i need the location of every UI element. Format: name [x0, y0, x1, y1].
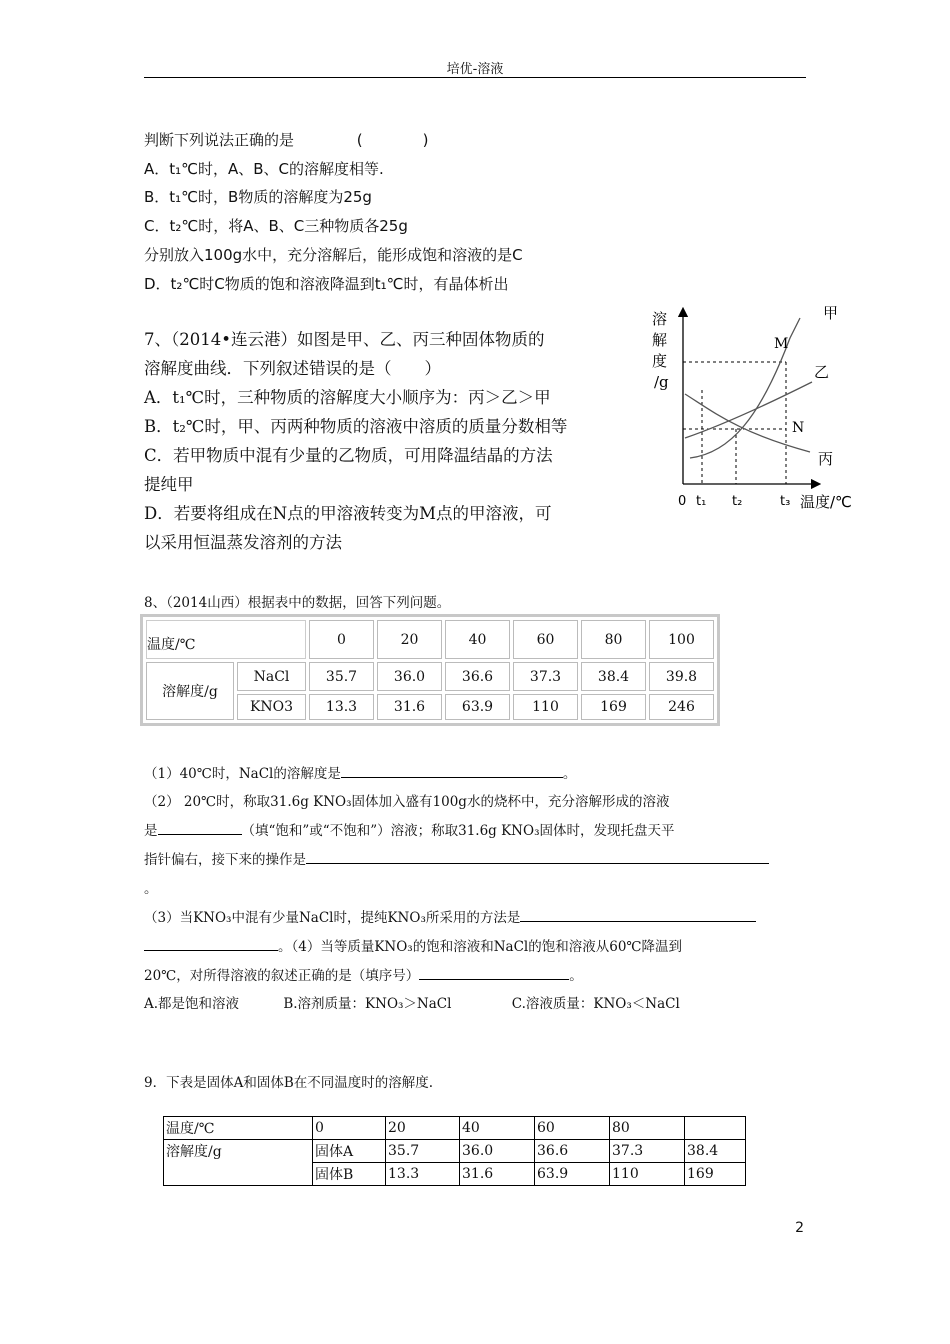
q9-cell: 38.4 [685, 1140, 746, 1163]
q8-solubility-label: 溶解度/g [146, 662, 234, 720]
q9-solubility-table [163, 1116, 746, 1186]
svg-text:溶: 溶 [652, 310, 668, 328]
q8-cell: 13.3 [309, 694, 374, 720]
origin-label: 0 [678, 494, 687, 509]
q7-line1: 7、（2014•连云港）如图是甲、乙、丙三种固体物质的 [144, 330, 545, 349]
q8-part3-answer-blank-cont[interactable] [144, 936, 278, 951]
q8-cell: 169 [581, 694, 646, 720]
svg-text:/g: /g [654, 373, 669, 391]
q6-stem [144, 129, 429, 150]
q8-part2-answer-blank[interactable] [158, 820, 242, 835]
q9-cell: 35.7 [386, 1140, 460, 1163]
q8-cell: 36.6 [445, 662, 510, 691]
q7-option-b: B．t₂℃时，甲、丙两种物质的溶液中溶质的质量分数相等 [144, 417, 568, 436]
point-m-label: M [774, 336, 789, 352]
q9-cell: 40 [460, 1117, 535, 1140]
q8-temp-cell: 20 [377, 620, 442, 659]
q8-part2-line3: 指针偏右，接下来的操作是 [144, 848, 769, 868]
q6-answer-bracket: ( ) [356, 131, 429, 149]
q8-part2-operation-blank[interactable] [306, 849, 769, 864]
q9-cell [164, 1163, 313, 1186]
q9-cell: 169 [685, 1163, 746, 1186]
q8-temp-label: 温度/℃ [146, 620, 306, 659]
q6-option-c-cont: 分别放入100g水中，充分溶解后，能形成饱和溶液的是C [144, 246, 523, 264]
q8-cell: 36.0 [377, 662, 442, 691]
label-yi: 乙 [814, 363, 830, 381]
q8-part3-answer-blank[interactable] [520, 907, 756, 922]
q9-cell: 36.0 [460, 1140, 535, 1163]
q8-cell: 110 [513, 694, 578, 720]
q6-option-b: B．t₁℃时，B物质的溶解度为25g [144, 188, 372, 206]
q9-cell: 36.6 [535, 1140, 610, 1163]
q9-cell: 固体B [313, 1163, 386, 1186]
q7-option-d: D．若要将组成在N点的甲溶液转变为M点的甲溶液，可 [144, 504, 552, 523]
q9-cell: 0 [313, 1117, 386, 1140]
q9-title: 9．下表是固体A和固体B在不同温度时的溶解度. [144, 1075, 434, 1091]
q7-option-d-cont: 以采用恒温蒸发溶剂的方法 [144, 533, 342, 552]
q8-cell: 37.3 [513, 662, 578, 691]
q7-line2: 溶解度曲线．下列叙述错误的是（ ） [144, 359, 441, 378]
q8-cell: 38.4 [581, 662, 646, 691]
q7-option-a: A．t₁℃时，三种物质的溶解度大小顺序为：丙＞乙＞甲 [144, 388, 551, 407]
svg-text:度: 度 [652, 352, 668, 370]
q8-temp-cell: 80 [581, 620, 646, 659]
q8-cell: 31.6 [377, 694, 442, 720]
label-jia: 甲 [823, 304, 839, 322]
point-n-label: N [792, 420, 805, 436]
t3-label: t₃ [780, 494, 791, 509]
q8-part1-answer-blank[interactable] [341, 763, 563, 778]
q8-part3-line2: 。（4）当等质量KNO₃的饱和溶液和NaCl的饱和溶液从60℃降温到 [144, 935, 682, 955]
q9-cell [685, 1117, 746, 1140]
q8-part2-line1: （2） 20℃时，称取31.6g KNO₃固体加入盛有100g水的烧杯中，充分溶解形成的溶液 [144, 794, 670, 810]
t1-label: t₁ [696, 494, 707, 509]
solubility-graph [640, 298, 870, 518]
q8-row-name: NaCl [237, 662, 306, 691]
q8-solubility-table [140, 614, 720, 726]
q8-options [144, 992, 680, 1012]
q8-part4-line: 20℃，对所得溶液的叙述正确的是（填序号） 。 [144, 964, 583, 984]
q6-stem-text: 判断下列说法正确的是 [144, 131, 295, 149]
q8-temp-cell: 40 [445, 620, 510, 659]
q9-cell: 13.3 [386, 1163, 460, 1186]
header-rule [144, 77, 806, 78]
q8-part1: （1）40℃时，NaCl的溶解度是 。 [144, 762, 576, 782]
q9-cell: 溶解度/g [164, 1140, 313, 1163]
q9-cell: 31.6 [460, 1163, 535, 1186]
q8-cell: 63.9 [445, 694, 510, 720]
q9-cell: 37.3 [610, 1140, 685, 1163]
q8-part2-end: 。 [144, 881, 158, 897]
q7-option-c-cont: 提纯甲 [144, 475, 194, 494]
q8-part4-answer-blank[interactable] [419, 965, 569, 980]
q8-temp-cell: 60 [513, 620, 578, 659]
q9-cell: 80 [610, 1117, 685, 1140]
q6-option-c: C．t₂℃时，将A、B、C三种物质各25g [144, 217, 408, 235]
q9-cell: 63.9 [535, 1163, 610, 1186]
q8-cell: 246 [649, 694, 714, 720]
q8-title: 8、（2014山西）根据表中的数据，回答下列问题。 [144, 595, 451, 611]
q6-option-a: A．t₁℃时，A、B、C的溶解度相等. [144, 160, 384, 178]
x-axis-label: 温度/℃ [800, 493, 852, 511]
q8-part2-line2: 是 （填“饱和”或“不饱和”）溶液；称取31.6g KNO₃固体时，发现托盘天平 [144, 819, 674, 839]
y-axis-label [652, 310, 669, 391]
label-bing: 丙 [818, 450, 834, 468]
q9-cell: 110 [610, 1163, 685, 1186]
q9-cell: 温度/℃ [164, 1117, 313, 1140]
page-header: 培优-溶液 [446, 62, 504, 77]
q8-cell: 35.7 [309, 662, 374, 691]
q8-option-a: A.都是饱和溶液 [144, 996, 240, 1012]
q8-cell: 39.8 [649, 662, 714, 691]
q7-option-c: C．若甲物质中混有少量的乙物质，可用降温结晶的方法 [144, 446, 553, 465]
q8-temp-cell: 100 [649, 620, 714, 659]
page-number: 2 [795, 1220, 804, 1236]
t2-label: t₂ [732, 494, 743, 509]
q8-option-c: C.溶液质量：KNO₃＜NaCl [511, 996, 680, 1012]
q8-row-name: KNO3 [237, 694, 306, 720]
q9-cell: 60 [535, 1117, 610, 1140]
q6-option-d: D．t₂℃时C物质的饱和溶液降温到t₁℃时，有晶体析出 [144, 275, 509, 293]
q9-cell: 20 [386, 1117, 460, 1140]
q8-temp-cell: 0 [309, 620, 374, 659]
svg-text:解: 解 [652, 331, 668, 349]
q8-option-b: B.溶剂质量：KNO₃＞NaCl [283, 996, 452, 1012]
dashed-guides [683, 362, 786, 484]
q9-cell: 固体A [313, 1140, 386, 1163]
q8-part3-line1: （3）当KNO₃中混有少量NaCl时，提纯KNO₃所采用的方法是 [144, 906, 756, 926]
